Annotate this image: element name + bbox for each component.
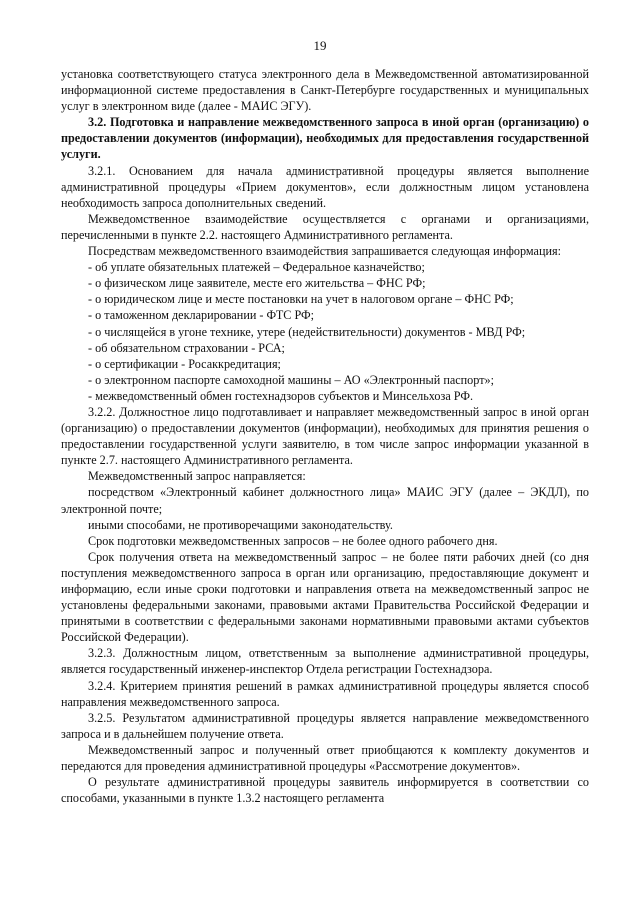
paragraph: Межведомственный запрос и полученный ответ приобщаются к комплекту документов и передаются для проведения административной процедуры «Рассмотрение документов».	[61, 742, 589, 774]
paragraph: Посредствам межведомственного взаимодействия запрашивается следующая информация:	[88, 244, 562, 259]
paragraph: иными способами, не противоречащими законодательству.	[88, 517, 393, 532]
paragraph: О результате административной процедуры заявитель информируется в соответствии со способами, указанными в пункте 1.3.2 настоящего регламента	[61, 775, 589, 806]
paragraph: Срок получения ответа на межведомственный запрос – не более пяти рабочих дней (со дня поступления межведомственного запроса в орган или организацию, предоставляющие документ и информацию, если иные сроки подготовки и направления ответа на межведомственный запрос не установлены федеральными законами, правовыми актами Правительства Российской Федерации и принятыми в соответствии с федеральными законами нормативными правовыми актами субъектов Российской Федерации).	[61, 549, 589, 645]
section-heading: 3.2. Подготовка и направление межведомственного запроса в иной орган (организацию) о предоставлении документов (информации), необходимых для предоставления государственной услуги.	[61, 115, 589, 162]
list-item: - об обязательном страховании - РСА;	[88, 340, 285, 355]
list-item: - межведомственный обмен гостехнадзоров субъектов и Минсельхоза РФ.	[88, 388, 474, 403]
list-item: - о сертификации - Росаккредитация;	[88, 356, 281, 371]
page-number: 19	[313, 38, 327, 53]
list-item: - о числящейся в угоне технике, утере (недействительности) документов - МВД РФ;	[88, 324, 526, 339]
list-item: - о таможенном декларировании - ФТС РФ;	[88, 308, 315, 323]
list-item: - о физическом лице заявителе, месте его жительства – ФНС РФ;	[88, 276, 426, 291]
paragraph: 3.2.4. Критерием принятия решений в рамках административной процедуры является способ направления межведомственного запроса.	[61, 678, 589, 709]
paragraph: Срок подготовки межведомственных запросов – не более одного рабочего дня.	[88, 533, 498, 548]
paragraph: Межведомственный запрос направляется:	[88, 469, 306, 484]
list-item: - об уплате обязательных платежей – Федеральное казначейство;	[88, 260, 425, 275]
list-item: - о электронном паспорте самоходной машины – АО «Электронный паспорт»;	[88, 372, 495, 387]
paragraph: 3.2.3. Должностным лицом, ответственным за выполнение административной процедуры, является государственный инженер-инспектор Отдела регистрации Гостехнадзора.	[61, 646, 589, 677]
paragraph: посредством «Электронный кабинет должностного лица» МАИС ЭГУ (далее – ЭКДЛ), по электронной почте;	[61, 485, 589, 516]
page-content	[61, 66, 589, 806]
paragraph: Межведомственное взаимодействие осуществляется с органами и организациями, перечисленными в пункте 2.2. настоящего Административного регламента.	[61, 211, 589, 242]
paragraph: 3.2.5. Результатом административной процедуры является направление межведомственного запроса и в дальнейшем получение ответа.	[61, 710, 589, 741]
list-item: - о юридическом лице и месте постановки на учет в налоговом органе – ФНС РФ;	[88, 292, 514, 307]
paragraph: 3.2.2. Должностное лицо подготавливает и направляет межведомственный запрос в иной орган (организацию) о предоставлении документов (информации), необходимых для принятия решения о предоставлении государственной услуги заявителю, в том числе запрос информации указанной в пункте 2.7. настоящего Административного регламента.	[61, 404, 589, 468]
paragraph: 3.2.1. Основанием для начала административной процедуры является выполнение административной процедуры «Прием документов», если должностным лицом установлена необходимость запроса дополнительных сведений.	[61, 163, 589, 210]
paragraph: установка соответствующего статуса электронного дела в Межведомственной автоматизированной информационной системе предоставления в Санкт-Петербурге государственных и муниципальных услуг в электронном виде (далее - МАИС ЭГУ).	[61, 67, 589, 114]
